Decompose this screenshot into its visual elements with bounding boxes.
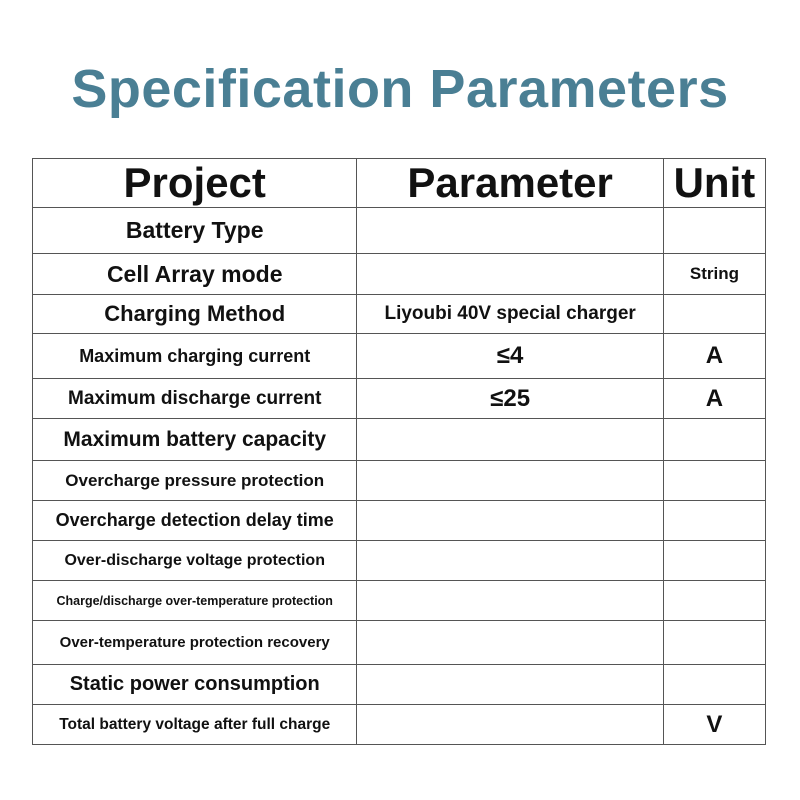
table-row [33, 705, 766, 745]
row-parameter [357, 541, 663, 581]
table-row [33, 254, 766, 295]
table-row [33, 208, 766, 254]
row-unit [663, 665, 765, 705]
row-unit [663, 621, 765, 665]
table-row [33, 541, 766, 581]
row-project: Battery Type [33, 208, 357, 254]
header-project: Project [33, 159, 357, 208]
row-project: Static power consumption [33, 665, 357, 705]
row-parameter: ≤4 [357, 334, 663, 379]
table-row [33, 581, 766, 621]
row-project: Maximum charging current [33, 334, 357, 379]
row-unit [663, 295, 765, 334]
row-unit [663, 581, 765, 621]
row-project: Overcharge detection delay time [33, 501, 357, 541]
table-row [33, 501, 766, 541]
row-project: Total battery voltage after full charge [33, 705, 357, 745]
table-row [33, 379, 766, 419]
row-parameter [357, 419, 663, 461]
table-row [33, 665, 766, 705]
row-unit [663, 541, 765, 581]
row-unit: String [663, 254, 765, 295]
row-parameter [357, 705, 663, 745]
header-unit: Unit [663, 159, 765, 208]
row-project: Charge/discharge over-temperature protection [33, 581, 357, 621]
row-project: Maximum discharge current [33, 379, 357, 419]
row-parameter [357, 665, 663, 705]
table-row [33, 419, 766, 461]
row-parameter: ≤25 [357, 379, 663, 419]
row-project: Over-temperature protection recovery [33, 621, 357, 665]
row-unit: V [663, 705, 765, 745]
table-header-row [33, 159, 766, 208]
row-parameter [357, 254, 663, 295]
table-row [33, 621, 766, 665]
row-unit [663, 501, 765, 541]
row-project: Maximum battery capacity [33, 419, 357, 461]
spec-table [32, 158, 766, 745]
row-parameter [357, 461, 663, 501]
row-unit: A [663, 334, 765, 379]
page-title: Specification Parameters [71, 59, 729, 119]
header-parameter: Parameter [357, 159, 663, 208]
row-unit [663, 208, 765, 254]
row-unit: A [663, 379, 765, 419]
row-unit [663, 419, 765, 461]
row-project: Charging Method [33, 295, 357, 334]
row-parameter [357, 621, 663, 665]
table-row [33, 295, 766, 334]
row-project: Cell Array mode [33, 254, 357, 295]
row-unit [663, 461, 765, 501]
row-project: Overcharge pressure protection [33, 461, 357, 501]
row-parameter [357, 581, 663, 621]
row-parameter: Liyoubi 40V special charger [357, 295, 663, 334]
row-parameter [357, 501, 663, 541]
table-row [33, 461, 766, 501]
row-parameter [357, 208, 663, 254]
table-row [33, 334, 766, 379]
row-project: Over-discharge voltage protection [33, 541, 357, 581]
